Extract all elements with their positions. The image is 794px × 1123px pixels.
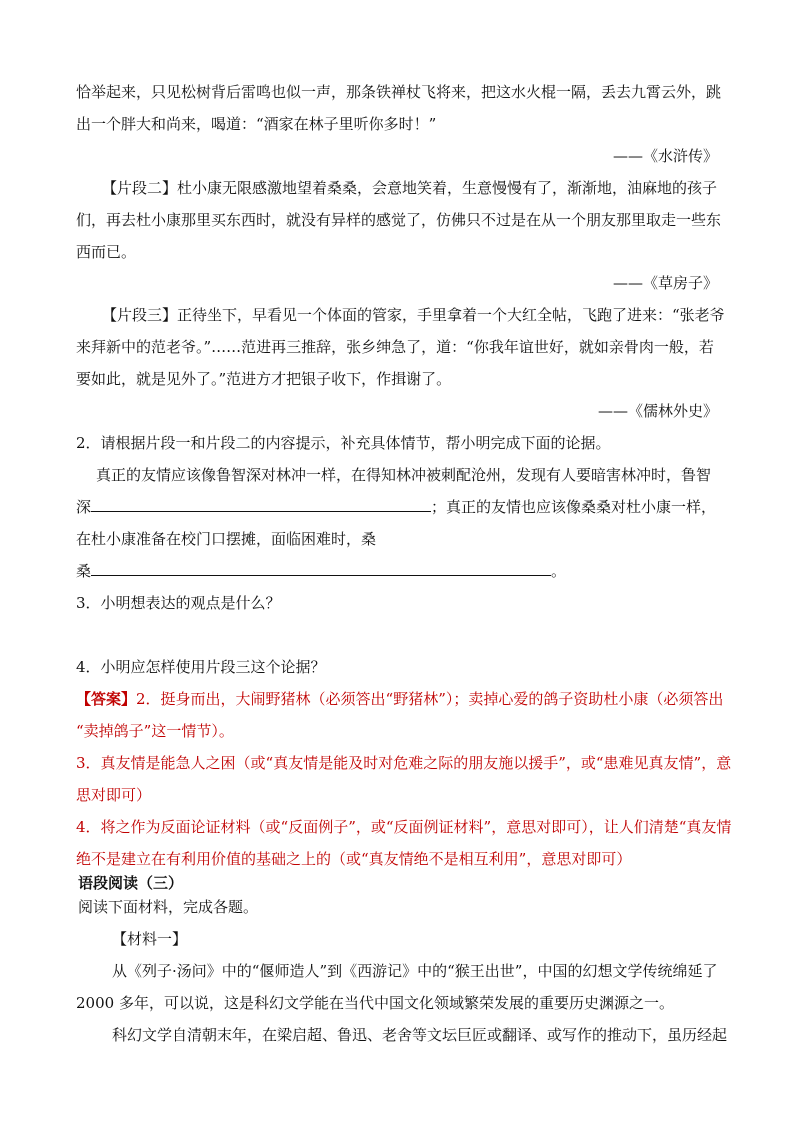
question-3: 3．小明想表达的观点是什么？ bbox=[76, 594, 281, 612]
answer-tag: 【答案】 bbox=[76, 690, 137, 708]
answer-4-part2: 绝不是建立在有利用价值的基础之上的（或“真友情绝不是相互利用”，意思对即可） bbox=[76, 850, 632, 868]
q2-line2-end: ；真正的友情也应该像桑桑对杜小康一样， bbox=[431, 498, 717, 516]
q2-line4-start: 桑 bbox=[76, 562, 92, 580]
section-heading: 语段阅读（三） bbox=[78, 874, 184, 892]
question-2: 2．请根据片段一和片段二的内容提示，补充具体情节，帮小明完成下面的论据。 bbox=[76, 434, 611, 452]
frag2-line1: 【片段二】杜小康无限感激地望着桑桑，会意地笑着，生意慢慢有了，渐渐地，油麻地的孩子 bbox=[102, 179, 718, 197]
section-instruction: 阅读下面材料，完成各题。 bbox=[78, 898, 259, 916]
answer-2-part2: “卖掉鸽子”这一情节）。 bbox=[76, 722, 234, 740]
answer-3-part1: 3．真友情是能急人之困（或“真友情是能及时对危难之际的朋友施以援手”，或“患难见真友情”，意 bbox=[76, 754, 732, 772]
material-1-label: 【材料一】 bbox=[112, 930, 188, 948]
material-1-para1-line1: 从《列子·汤问》中的“偃师造人”到《西游记》中的“猴王出世”，中国的幻想文学传统绵延了 bbox=[112, 962, 718, 980]
answer-4-part1: 4．将之作为反面论证材料（或“反面例子”，或“反面例证材料”，意思对即可），让人们清楚“真友情 bbox=[76, 818, 732, 836]
q2-line3: 在杜小康准备在校门口摆摊，面临困难时，桑 bbox=[76, 530, 377, 548]
q2-line1: 真正的友情应该像鲁智深对林冲一样，在得知林冲被刺配沧州，发现有人要暗害林冲时，鲁智 bbox=[96, 466, 712, 484]
frag1-source: ——《水浒传》 bbox=[612, 147, 718, 165]
material-1-para1-line2: 2000 多年，可以说，这是科幻文学能在当代中国文化领域繁荣发展的重要历史渊源之一。 bbox=[76, 994, 674, 1012]
frag2-source: ——《草房子》 bbox=[612, 274, 718, 292]
q2-line4 bbox=[76, 561, 566, 581]
q2-blank-1[interactable] bbox=[91, 497, 431, 512]
q2-blank-2[interactable] bbox=[91, 561, 551, 576]
frag3-line3: 要如此，就是见外了。”范进方才把银子收下，作揖谢了。 bbox=[76, 370, 452, 388]
frag3-line2: 来拜新中的范老爷。”……范进再三推辞，张乡绅急了，道：“你我年谊世好，就如亲骨肉一般，若 bbox=[76, 338, 714, 356]
question-4: 4．小明应怎样使用片段三这个论据？ bbox=[76, 658, 326, 676]
frag1-line1: 恰举起来，只见松树背后雷鸣也似一声，那条铁禅杖飞将来，把这水火棍一隔，丢去九霄云外，跳 bbox=[76, 83, 722, 101]
answer-2-part1: 2．挺身而出，大闹野猪林（必须答出“野猪林”）；卖掉心爱的鸽子资助杜小康（必须答出 bbox=[136, 690, 724, 708]
q2-line2 bbox=[76, 497, 716, 517]
q2-line2-start: 深 bbox=[76, 498, 92, 516]
frag1-line2: 出一个胖大和尚来，喝道：“酒家在林子里听你多时！” bbox=[76, 115, 437, 133]
material-1-para2-line1: 科幻文学自清朝末年，在梁启超、鲁迅、老舍等文坛巨匠或翻译、或写作的推动下，虽历经起 bbox=[112, 1026, 728, 1044]
frag3-source: ——《儒林外史》 bbox=[597, 402, 718, 420]
answer-line1 bbox=[76, 689, 723, 709]
frag2-line2: 们，再去杜小康那里买东西时，就没有异样的感觉了，仿佛只不过是在从一个朋友那里取走一些东 bbox=[76, 211, 722, 229]
q2-line4-end: 。 bbox=[551, 562, 567, 580]
frag2-line3: 西而已。 bbox=[76, 243, 137, 261]
answer-3-part2: 思对即可） bbox=[76, 786, 152, 804]
frag3-line1: 【片段三】正待坐下，早看见一个体面的管家，手里拿着一个大红全帖，飞跑了进来：“张老爷 bbox=[102, 306, 725, 324]
